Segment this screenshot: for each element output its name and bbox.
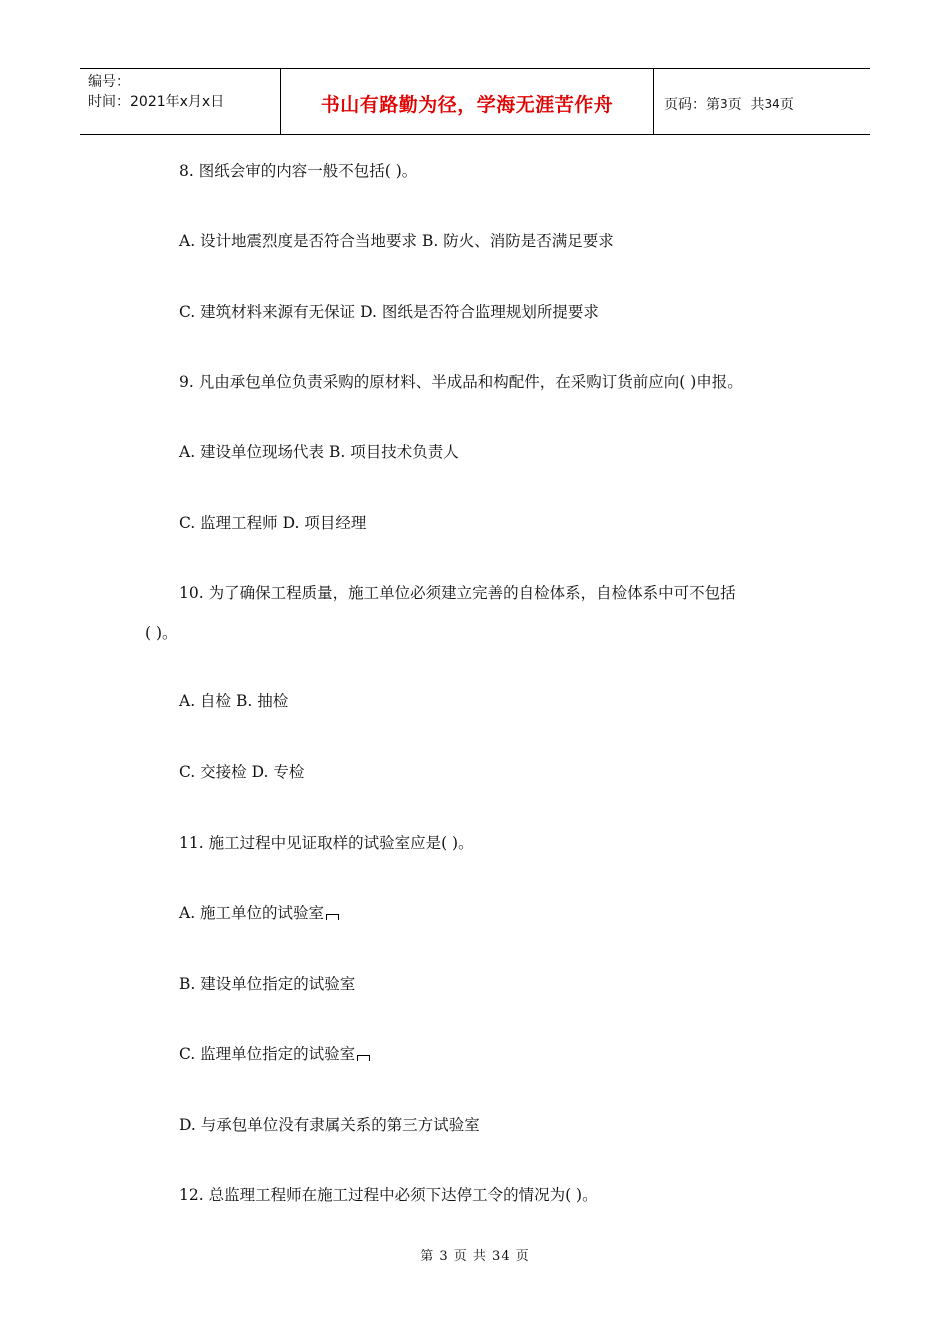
number-label: 编号： — [88, 74, 130, 90]
question-11-option-b: B. 建设单位指定的试验室 — [179, 975, 356, 993]
header-meta-cell — [80, 69, 281, 134]
page-mid: 页 共 — [727, 96, 765, 113]
header-motto: 书山有路勤为径，学海无涯苦作舟 — [281, 69, 654, 134]
question-10-options-ab: A. 自检 B. 抽检 — [179, 692, 289, 710]
question-9-options-ab: A. 建设单位现场代表 B. 项目技术负责人 — [179, 443, 459, 461]
question-8-options-ab: A. 设计地震烈度是否符合当地要求 B. 防火、消防是否满足要求 — [179, 232, 614, 250]
text-cursor-mark-icon — [326, 914, 339, 920]
time-label: 时间：2021年x月x日 — [88, 94, 225, 110]
page-number: 3 — [720, 96, 728, 111]
header-page-info — [654, 69, 870, 134]
question-10-stem-line2: ( )。 — [145, 624, 178, 642]
page-prefix: 页码：第 — [664, 96, 720, 113]
question-9-options-cd: C. 监理工程师 D. 项目经理 — [179, 514, 367, 532]
page-footer: 第 3 页 共 34 页 — [420, 1249, 530, 1264]
option-c-text: C. 监理单位指定的试验室 — [179, 1045, 356, 1063]
page-suffix: 页 — [779, 96, 794, 113]
question-12-stem: 12. 总监理工程师在施工过程中必须下达停工令的情况为( )。 — [179, 1186, 598, 1204]
question-11-stem: 11. 施工过程中见证取样的试验室应是( )。 — [179, 834, 474, 852]
page-total: 34 — [764, 96, 780, 111]
question-10-stem-line1: 10. 为了确保工程质量，施工单位必须建立完善的自检体系，自检体系中可不包括 — [179, 584, 736, 602]
question-10-options-cd: C. 交接检 D. 专检 — [179, 763, 305, 781]
question-9-stem: 9. 凡由承包单位负责采购的原材料、半成品和构配件，在采购订货前应向( )申报。 — [179, 373, 743, 391]
question-8-stem: 8. 图纸会审的内容一般不包括( )。 — [179, 162, 418, 180]
question-11-option-d: D. 与承包单位没有隶属关系的第三方试验室 — [179, 1116, 480, 1134]
question-11-option-a — [179, 902, 339, 924]
question-8-options-cd: C. 建筑材料来源有无保证 D. 图纸是否符合监理规划所提要求 — [179, 303, 599, 321]
text-cursor-mark-icon — [357, 1055, 370, 1061]
option-a-text: A. 施工单位的试验室 — [179, 904, 325, 922]
question-11-option-c — [179, 1043, 370, 1065]
page-header — [80, 68, 870, 135]
